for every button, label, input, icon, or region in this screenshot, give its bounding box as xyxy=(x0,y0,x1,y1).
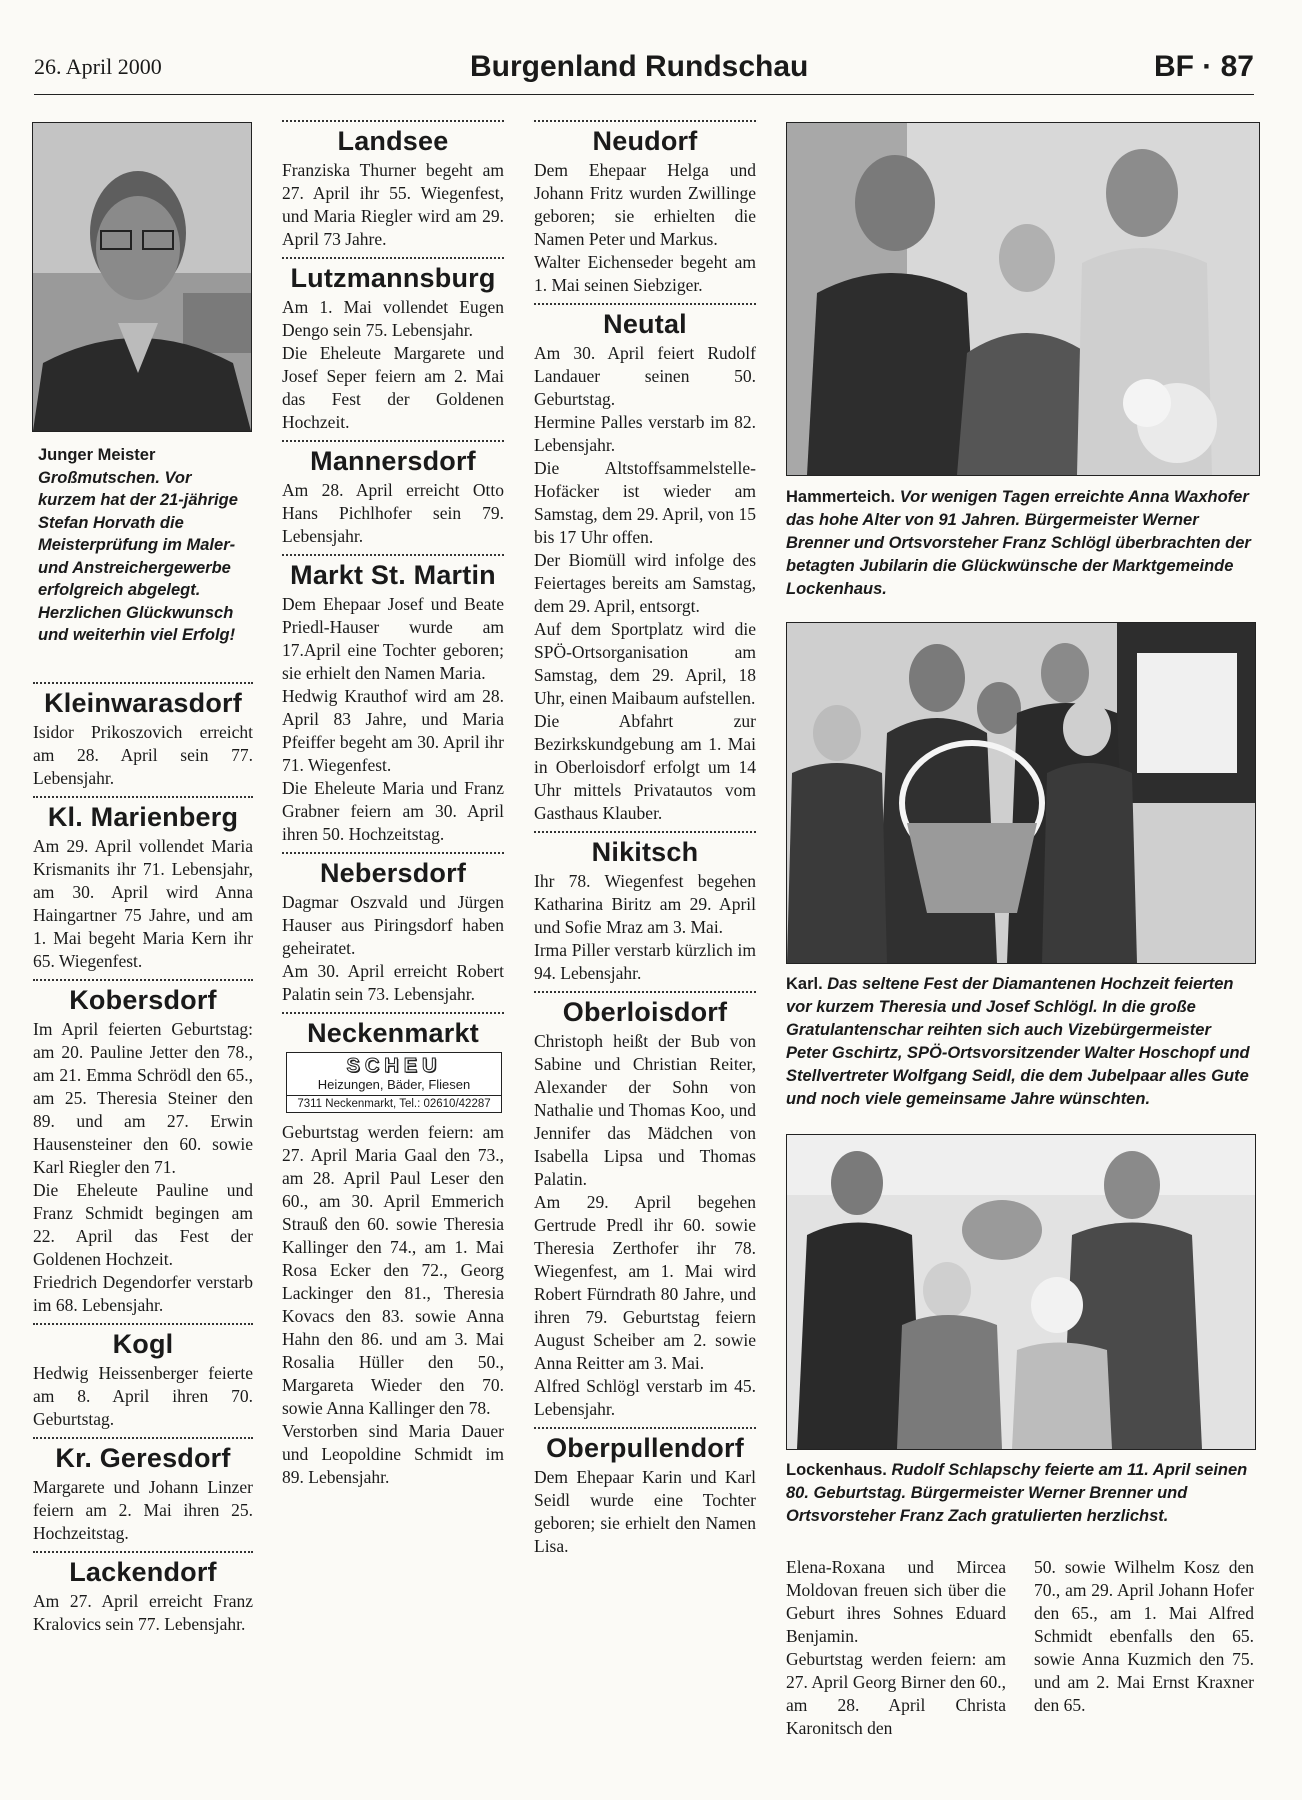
section-kr-geresdorf xyxy=(33,1437,253,1545)
section-title: Oberloisdorf xyxy=(562,997,728,1027)
paragraph: Am 29. April vollendet Maria Krismanits ihr 71. Lebensjahr, am 30. April wird Anna Haingartner 75 Jahre, und am 1. Mai begeht Maria Kern ihr 65. Wiegenfest. xyxy=(33,836,253,971)
section-title: Oberpullendorf xyxy=(546,1433,744,1463)
section-title: Lackendorf xyxy=(69,1557,217,1587)
paragraph: Hedwig Heissenberger feierte am 8. April ihren 70. Geburtstag. xyxy=(33,1363,253,1429)
ad-services: Heizungen, Bäder, Fliesen xyxy=(317,1077,471,1092)
paragraph: Die Eheleute Maria und Franz Grabner feiern am 30. April ihren 50. Hochzeitstag. xyxy=(282,778,504,844)
paragraph: Alfred Schlögl verstarb im 45. Lebensjahr. xyxy=(534,1376,756,1419)
issue-date: 26. April 2000 xyxy=(34,54,162,79)
section-title: Kobersdorf xyxy=(69,985,217,1015)
lockenhaus-photo xyxy=(786,1134,1256,1450)
section-title: Kleinwarasdorf xyxy=(44,688,242,718)
paragraph: Margarete und Johann Linzer feiern am 2. Mai ihren 25. Hochzeitstag. xyxy=(33,1477,253,1543)
paragraph: Die Eheleute Pauline und Franz Schmidt begingen am 22. April das Fest der Goldenen Hochzeit. xyxy=(33,1180,253,1269)
hammerteich-caption xyxy=(786,486,1258,601)
caption-text: Großmutschen. Vor kurzem hat der 21-jährige Stefan Horvath die Meisterprüfung im Maler- und Anstreichergewerbe erfolgreich abgelegt. Herzlichen Glückwunsch und weiterhin viel Erfolg! xyxy=(38,468,238,644)
newspaper-title: Burgenland Rundschau xyxy=(470,50,809,83)
section-neutal xyxy=(534,303,756,825)
section-kogl xyxy=(33,1323,253,1431)
paragraph: Die Altstoffsammelstelle-Hofäcker ist wieder am Samstag, dem 29. April, von 15 bis 17 Uhr offen. xyxy=(534,458,756,547)
section-kleinwarasdorf xyxy=(33,682,253,790)
paragraph: Am 28. April erreicht Otto Hans Pichlhofer sein 79. Lebensjahr. xyxy=(282,480,504,546)
section-markt-st-martin xyxy=(282,554,504,846)
paragraph: Im April feierten Geburtstag: am 20. Pauline Jetter den 78., am 21. Emma Schrödl den 65., am 25. Theresia Steiner den 89. und am 27. Erwin Hausensteiner den 60. sowie Karl Riegler den 71. xyxy=(33,1019,253,1177)
section-title: Landsee xyxy=(337,126,449,156)
paragraph: Auf dem Sportplatz wird die SPÖ-Ortsorganisation am Samstag, dem 29. April, 18 Uhr, einen Maibaum aufstellen. xyxy=(534,619,756,708)
section-nikitsch xyxy=(534,831,756,985)
paragraph: Am 30. April feiert Rudolf Landauer seinen 50. Geburtstag. xyxy=(534,343,756,409)
scheu-advertisement xyxy=(286,1052,502,1113)
section-title: Mannersdorf xyxy=(310,446,476,476)
section-kl-marienberg xyxy=(33,796,253,973)
section-title: Neudorf xyxy=(592,126,698,156)
caption-lead: Lockenhaus. xyxy=(786,1461,887,1479)
paragraph: Am 27. April erreicht Franz Kralovics sein 77. Lebensjahr. xyxy=(33,1591,253,1634)
paragraph: 50. sowie Wilhelm Kosz den 70., am 29. April Johann Hofer den 65., am 1. Mai Alfred Schmidt ebenfalls den 65. sowie Anna Kuzmich den 75. und am 2. Mai Ernst Kraxner den 65. xyxy=(1034,1557,1254,1715)
caption-lead: Junger Meister xyxy=(38,446,156,464)
section-mannersdorf xyxy=(282,440,504,548)
page-number: BF · 87 xyxy=(1153,50,1254,83)
paragraph: Die Abfahrt zur Bezirkskundgebung am 1. Mai in Oberloisdorf erfolgt um 14 Uhr mittels Privatautos vom Gasthaus Klauber. xyxy=(534,711,756,823)
lockenhaus-notes-left xyxy=(786,1556,1006,1740)
paragraph: Dagmar Oszvald und Jürgen Hauser aus Piringsdorf haben geheiratet. xyxy=(282,892,504,958)
section-landsee xyxy=(282,120,504,251)
paragraph: Geburtstag werden feiern: am 27. April Georg Birner den 60., am 28. April Christa Karonitsch den xyxy=(786,1649,1006,1738)
paragraph: Dem Ehepaar Helga und Johann Fritz wurden Zwillinge geboren; sie erhielten die Namen Peter und Markus. xyxy=(534,160,756,249)
caption-text: Das seltene Fest der Diamantenen Hochzeit feierten vor kurzem Theresia und Josef Schlögl. In die große Gratulantenschar reihten sich auch Vizebürgermeister Peter Gschirtz, SPÖ-Ortsvorsitzender Walter Hoschopf und Stellvertreter Wolfgang Seidl, die dem Jubelpaar alles Gute und noch viele gemeinsame Jahre wünschten. xyxy=(786,975,1250,1108)
section-kobersdorf xyxy=(33,979,253,1317)
column-3 xyxy=(534,120,756,1558)
paragraph: Der Biomüll wird infolge des Feiertages bereits am Samstag, dem 29. April, entsorgt. xyxy=(534,550,756,616)
section-oberpullendorf xyxy=(534,1427,756,1558)
lockenhaus-notes-right xyxy=(1034,1556,1254,1717)
section-oberloisdorf xyxy=(534,991,756,1421)
paragraph: Am 29. April begehen Gertrude Predl ihr 60. sowie Theresia Zerthofer ihr 78. Wiegenfest, am 1. Mai wird Robert Fürndrath 80 Jahre, und ihren 79. Geburtstag feiern August Scheiber am 2. sowie Anna Reitter am 3. Mai. xyxy=(534,1192,756,1373)
paragraph: Franziska Thurner begeht am 27. April ihr 55. Wiegenfest, und Maria Riegler wird am 29. April 73 Jahre. xyxy=(282,160,504,249)
lockenhaus-caption xyxy=(786,1459,1254,1528)
header-rule xyxy=(34,94,1254,95)
section-title: Neutal xyxy=(603,309,687,339)
caption-text: Vor wenigen Tagen erreichte Anna Waxhofer das hohe Alter von 91 Jahren. Bürgermeister Werner Brenner und Ortsvorsteher Franz Schlögl überbrachten der betagten Jubilarin die Glückwünsche der Marktgemeinde Lockenhaus. xyxy=(786,488,1251,598)
paragraph: Am 30. April erreicht Robert Palatin sein 73. Lebensjahr. xyxy=(282,961,504,1004)
section-title: Kl. Marienberg xyxy=(47,802,239,832)
paragraph: Am 1. Mai vollendet Eugen Dengo sein 75. Lebensjahr. xyxy=(282,297,504,340)
caption-text: Rudolf Schlapschy feierte am 11. April seinen 80. Geburtstag. Bürgermeister Werner Brenner und Ortsvorsteher Franz Zach gratulierten herzlichst. xyxy=(786,1461,1248,1525)
paragraph: Dem Ehepaar Karin und Karl Seidl wurde eine Tochter geboren; sie erhielt den Namen Lisa. xyxy=(534,1467,756,1556)
column-2 xyxy=(282,120,504,1489)
karl-caption xyxy=(786,973,1254,1111)
paragraph: Isidor Prikoszovich erreicht am 28. April sein 77. Lebensjahr. xyxy=(33,722,253,788)
paragraph: Friedrich Degendorfer verstarb im 68. Lebensjahr. xyxy=(33,1272,253,1315)
section-title: Lutzmannsburg xyxy=(290,263,496,293)
paragraph: Verstorben sind Maria Dauer und Leopoldine Schmidt im 89. Lebensjahr. xyxy=(282,1421,504,1487)
paragraph: Ihr 78. Wiegenfest begehen Katharina Biritz am 29. April und Sofie Mraz am 3. Mai. xyxy=(534,871,756,937)
section-neudorf xyxy=(534,120,756,297)
section-title: Markt St. Martin xyxy=(290,560,496,590)
section-lackendorf xyxy=(33,1551,253,1636)
paragraph: Geburtstag werden feiern: am 27. April Maria Gaal den 73., am 28. April Paul Leser den 60., am 30. April Emmerich Strauß den 60. sowie Theresia Kallinger den 74., am 1. Mai Rosa Ecker den 72., Georg Lackinger den 81., Theresia Kovacs den 83. sowie Anna Hahn den 86. und am 3. Mai Rosalia Hüller den 50., Margareta Wieder den 70. sowie Anna Kallinger den 78. xyxy=(282,1122,504,1418)
paragraph: Christoph heißt der Bub von Sabine und Christian Reiter, Alexander der Sohn von Nathalie und Thomas Koo, und Jennifer das Mädchen von Isabella Lipsa und Thomas Palatin. xyxy=(534,1031,756,1189)
column-1 xyxy=(33,682,253,1636)
caption-lead: Hammerteich. xyxy=(786,488,896,506)
section-neckenmarkt xyxy=(282,1012,504,1489)
section-title: Kr. Geresdorf xyxy=(55,1443,231,1473)
section-title: Kogl xyxy=(112,1329,174,1359)
section-lutzmannsburg xyxy=(282,257,504,434)
hammerteich-photo xyxy=(786,122,1260,476)
ad-contact: 7311 Neckenmarkt, Tel.: 02610/42287 xyxy=(287,1095,501,1112)
paragraph: Irma Piller verstarb kürzlich im 94. Lebensjahr. xyxy=(534,940,756,983)
paragraph: Hermine Palles verstarb im 82. Lebensjahr. xyxy=(534,412,756,455)
paragraph: Die Eheleute Margarete und Josef Seper feiern am 2. Mai das Fest der Goldenen Hochzeit. xyxy=(282,343,504,432)
portrait-caption xyxy=(38,444,248,647)
portrait-photo xyxy=(32,122,252,432)
section-title: Nebersdorf xyxy=(319,858,467,888)
section-nebersdorf xyxy=(282,852,504,1006)
paragraph: Dem Ehepaar Josef und Beate Priedl-Hauser wurde am 17.April eine Tochter geboren; sie erhielt den Namen Maria. xyxy=(282,594,504,683)
ad-logo: SCHEU xyxy=(346,1055,442,1077)
paragraph: Walter Eichenseder begeht am 1. Mai seinen Siebziger. xyxy=(534,252,756,295)
section-title: Nikitsch xyxy=(591,837,699,867)
karl-photo xyxy=(786,622,1256,964)
section-title: Neckenmarkt xyxy=(307,1018,479,1048)
paragraph: Hedwig Krauthof wird am 28. April 83 Jahre, und Maria Pfeiffer begeht am 30. April ihr 71. Wiegenfest. xyxy=(282,686,504,775)
caption-lead: Karl. xyxy=(786,975,823,993)
paragraph: Elena-Roxana und Mircea Moldovan freuen sich über die Geburt ihres Sohnes Eduard Benjamin. xyxy=(786,1557,1006,1646)
